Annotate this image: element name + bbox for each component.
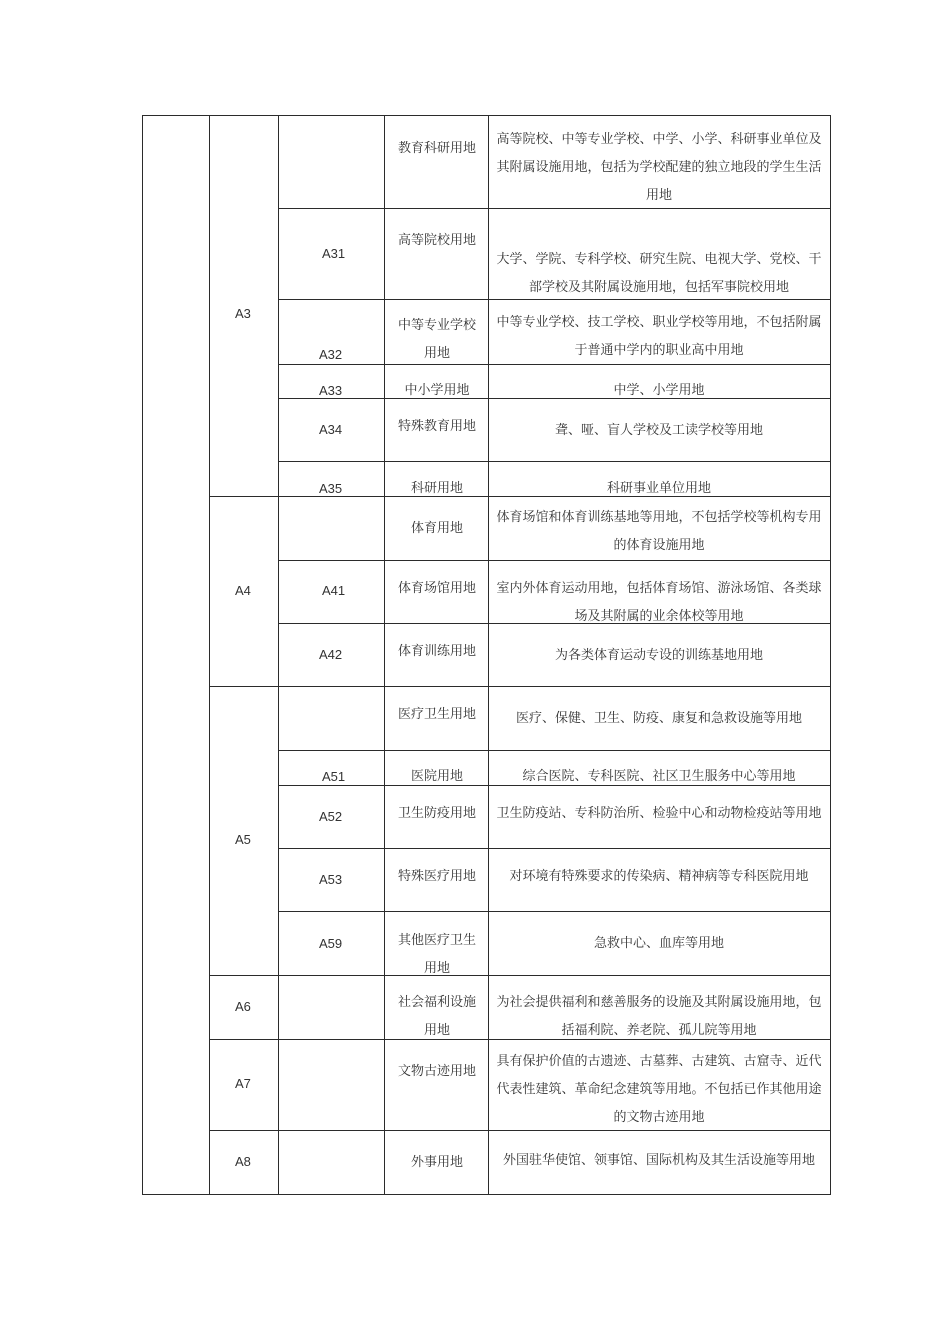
table-border bbox=[278, 750, 831, 751]
subcategory-code: A41 bbox=[322, 583, 346, 598]
group-code: A3 bbox=[235, 306, 251, 321]
table-border bbox=[142, 115, 143, 1195]
table-border bbox=[278, 848, 831, 849]
table-border bbox=[209, 686, 831, 687]
subcategory-code: A32 bbox=[319, 347, 343, 362]
land-use-description: 高等院校、中等专业学校、中学、小学、科研事业单位及其附属设施用地，包括为学校配建的独立地段的学生生活用地 bbox=[496, 132, 822, 203]
subcategory-code: A34 bbox=[319, 422, 343, 437]
land-use-description: 为各类体育运动专设的训练基地用地 bbox=[554, 648, 763, 663]
group-code: A4 bbox=[235, 583, 251, 598]
subcategory-code: A42 bbox=[319, 647, 343, 662]
subcategory-code: A51 bbox=[322, 769, 346, 784]
subcategory-code: A35 bbox=[319, 481, 343, 496]
land-use-description: 室内外体育运动用地，包括体育场馆、游泳场馆、各类球场及其附属的业余体校等用地 bbox=[496, 581, 822, 624]
group-code: A8 bbox=[235, 1154, 251, 1169]
table-border bbox=[142, 1194, 831, 1195]
land-use-name: 文物古迹用地 bbox=[398, 1064, 477, 1079]
group-code: A5 bbox=[235, 832, 251, 847]
table-border bbox=[278, 115, 279, 1195]
land-use-name: 社会福利设施用地 bbox=[398, 995, 477, 1038]
land-use-name: 体育场馆用地 bbox=[398, 581, 477, 596]
land-use-name: 医院用地 bbox=[410, 769, 463, 784]
land-use-description: 为社会提供福利和慈善服务的设施及其附属设施用地，包括福利院、养老院、孤儿院等用地 bbox=[496, 995, 822, 1038]
table-border bbox=[384, 115, 385, 1195]
table-border bbox=[830, 115, 831, 1195]
land-use-description: 外国驻华使馆、领事馆、国际机构及其生活设施等用地 bbox=[502, 1153, 815, 1168]
subcategory-code: A52 bbox=[319, 809, 343, 824]
land-use-name: 特殊教育用地 bbox=[398, 419, 477, 434]
land-use-description: 科研事业单位用地 bbox=[606, 481, 711, 496]
table-border bbox=[278, 560, 831, 561]
land-use-name: 其他医疗卫生用地 bbox=[398, 933, 477, 976]
land-use-name: 高等院校用地 bbox=[398, 233, 477, 248]
land-use-description: 体育场馆和体育训练基地等用地，不包括学校等机构专用的体育设施用地 bbox=[496, 510, 822, 553]
land-use-description: 医疗、保健、卫生、防疫、康复和急救设施等用地 bbox=[515, 711, 802, 726]
land-use-description: 卫生防疫站、专科防治所、检验中心和动物检疫站等用地 bbox=[496, 806, 822, 821]
land-use-name: 中等专业学校用地 bbox=[398, 318, 477, 361]
subcategory-code: A33 bbox=[319, 383, 343, 398]
land-use-description: 中等专业学校、技工学校、职业学校等用地，不包括附属于普通中学内的职业高中用地 bbox=[496, 315, 822, 358]
land-use-name: 中小学用地 bbox=[404, 383, 470, 398]
land-use-name: 教育科研用地 bbox=[398, 141, 477, 156]
land-use-description: 具有保护价值的古遗迹、古墓葬、古建筑、古窟寺、近代代表性建筑、革命纪念建筑等用地。不包括已作其他用途的文物古迹用地 bbox=[496, 1054, 822, 1125]
land-use-description: 聋、哑、盲人学校及工读学校等用地 bbox=[554, 423, 763, 438]
land-use-description: 大学、学院、专科学校、研究生院、电视大学、党校、干部学校及其附属设施用地，包括军事院校用地 bbox=[496, 252, 822, 295]
table-border bbox=[278, 461, 831, 462]
land-use-description: 对环境有特殊要求的传染病、精神病等专科医院用地 bbox=[509, 869, 809, 884]
land-use-name: 卫生防疫用地 bbox=[398, 806, 477, 821]
subcategory-code: A53 bbox=[319, 872, 343, 887]
table-border bbox=[209, 115, 210, 1195]
subcategory-code: A31 bbox=[322, 246, 346, 261]
land-use-name: 医疗卫生用地 bbox=[398, 707, 477, 722]
land-use-name: 外事用地 bbox=[410, 1155, 463, 1170]
subcategory-code: A59 bbox=[319, 936, 343, 951]
land-use-description: 中学、小学用地 bbox=[613, 383, 705, 398]
group-code: A7 bbox=[235, 1076, 251, 1091]
land-use-name: 体育训练用地 bbox=[398, 644, 477, 659]
land-use-description: 综合医院、专科医院、社区卫生服务中心等用地 bbox=[522, 769, 796, 784]
table-border bbox=[142, 115, 831, 116]
land-use-name: 科研用地 bbox=[410, 481, 463, 496]
table-border bbox=[278, 911, 831, 912]
table-border bbox=[488, 115, 489, 1195]
land-use-description: 急救中心、血库等用地 bbox=[593, 936, 724, 951]
land-use-name: 体育用地 bbox=[410, 521, 463, 536]
group-code: A6 bbox=[235, 999, 251, 1014]
land-use-name: 特殊医疗用地 bbox=[398, 869, 477, 884]
table-border bbox=[209, 975, 831, 976]
